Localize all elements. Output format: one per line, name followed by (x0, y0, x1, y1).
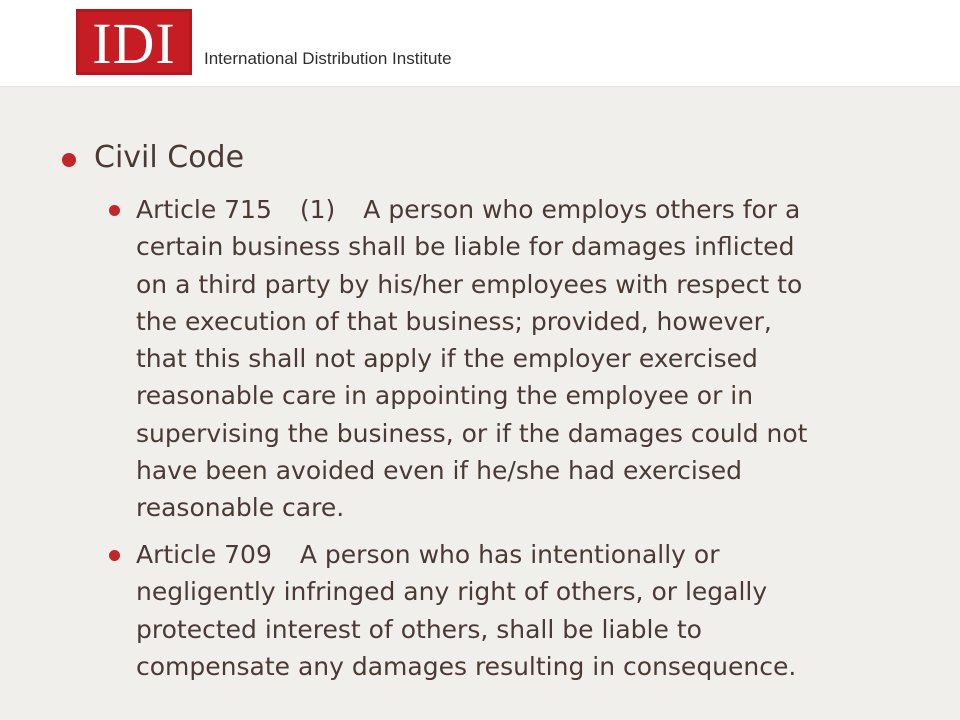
article-715-text: have been avoided even if he/she had exercised (136, 456, 743, 486)
article-715-label: Article 715 (136, 195, 272, 224)
article-715-text: supervising the business, or if the damages could not (136, 418, 808, 448)
header-band (0, 0, 960, 87)
article-715-text: reasonable care in appointing the employee or in (136, 381, 754, 411)
article-715-text: that this shall not apply if the employer exercised (136, 344, 758, 374)
article-709-text: compensate any damages resulting in consequence. (136, 651, 797, 681)
article-715-text: the execution of that business; provided, however, (136, 306, 772, 336)
article-709-text: A person who has intentionally or (299, 540, 720, 569)
article-715-first-line (136, 191, 936, 228)
logo-text: IDI (92, 11, 176, 76)
article-715-text: on a third party by his/her employees with respect to (136, 269, 803, 299)
article-715-text: reasonable care. (136, 493, 345, 523)
article-715-text: A person who employs others for a (363, 195, 801, 224)
article-709-text: protected interest of others, shall be liable to (136, 614, 702, 644)
heading-bullet-icon (62, 153, 76, 167)
idi-logo (76, 9, 192, 75)
article-709-text: negligently infringed any right of others, or legally (136, 577, 768, 607)
article-709-label: Article 709 (136, 540, 272, 569)
organization-name: International Distribution Institute (204, 49, 452, 68)
article-715-clause: (1) (299, 195, 336, 224)
section-heading: Civil Code (94, 140, 245, 175)
article-715-paragraph (136, 191, 936, 527)
article-715-bullet-icon (109, 205, 120, 216)
article-709-first-line (136, 536, 936, 573)
article-709-paragraph (136, 536, 936, 685)
article-715-text: certain business shall be liable for damages inflicted (136, 232, 795, 262)
article-709-bullet-icon (109, 550, 120, 561)
